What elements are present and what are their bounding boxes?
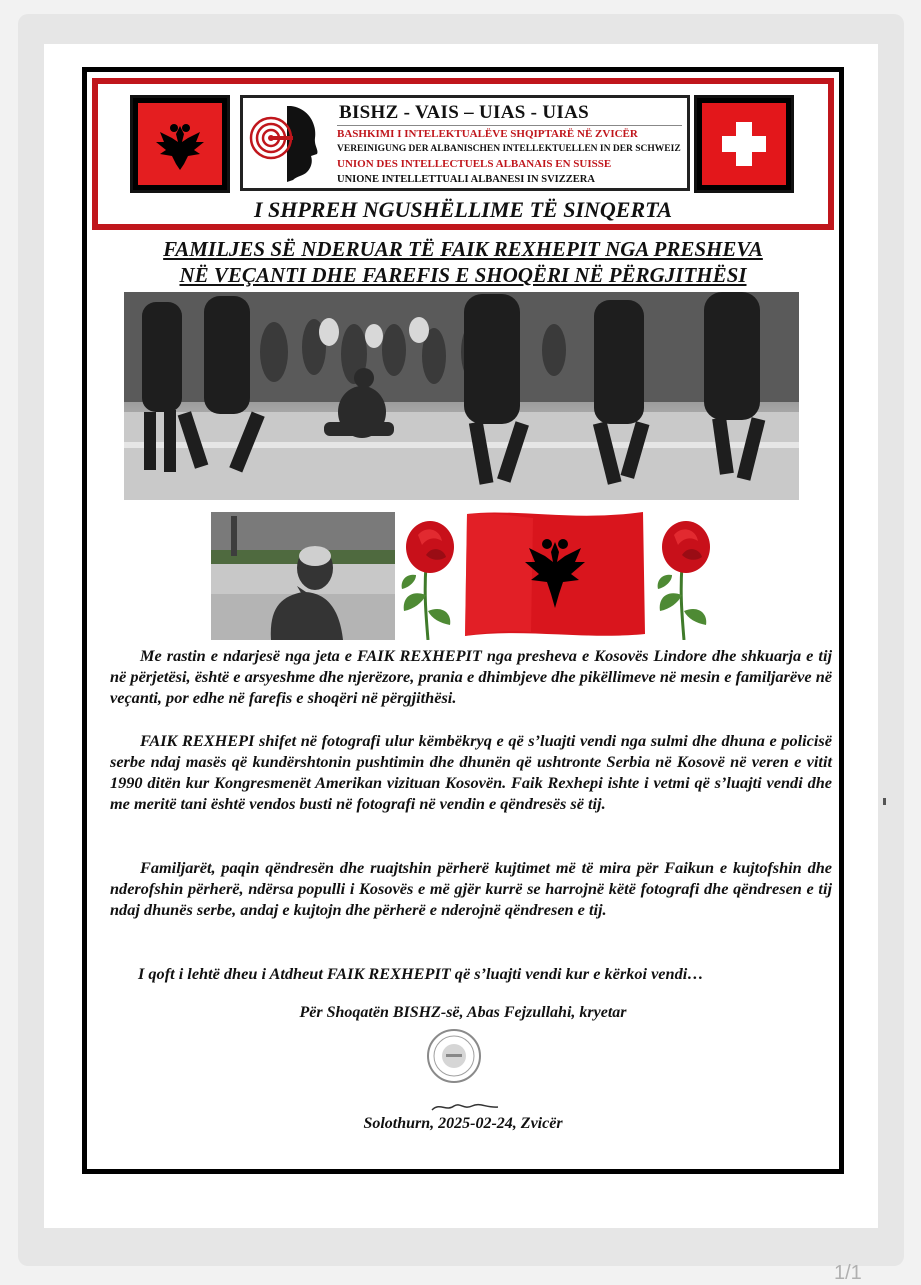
organization-title: BISHZ - VAIS – UIAS - UIAS [339,102,589,123]
albania-flag-field [138,103,222,185]
banner-rule [337,125,682,126]
org-name-albanian: BASHKIMI I INTELEKTUALËVE SHQIPTARË NË ZVICËR [337,128,638,140]
waving-albania-flag-icon [463,508,648,640]
organization-logo-icon [247,102,321,184]
condolence-heading: I SHPREH NGUSHËLLIME TË SINQERTA [253,197,673,222]
bust-memorial-photo [211,512,395,640]
double-headed-eagle-icon [148,112,212,176]
family-heading [86,236,840,288]
org-name-french: UNION DES INTELLECTUELS ALBANAIS EN SUISSE [337,158,612,170]
body-paragraph-2: FAIK REXHEPI shifet në fotografi ulur këmbëkryq e që s’luajti vendi nga sulmi dhe dhuna e policisë serbe ndaj masës që kundërshtonin pushtimin dhe dhunën që ushtronte Serbia në Kosovë në veren e vitit 1990 ditën kur Kongresmenët Amerikan vizituan Kosovën. Faik Rexhepi ishte i vetmi që s’luajti vendi dhe me meritë tani është vendos busti në fotografi në vendin e qëndresës së tij. [110,731,832,813]
page-indicator: 1/1 [834,1262,862,1284]
swiss-cross-icon [716,116,772,172]
swiss-flag [694,95,794,193]
historic-protest-photo [124,292,799,500]
org-name-italian: UNIONE INTELLETTUALI ALBANESI IN SVIZZERA [337,174,595,185]
organization-seal-stamp [426,1028,482,1084]
albania-flag [130,95,230,193]
body-paragraph-4: I qoft i lehtë dheu i Atdheut FAIK REXHEPIT që s’luajti vendi kur e kërkoi vendi… [138,964,704,983]
handwritten-signature [430,1098,500,1114]
protest-scene-illustration [124,292,799,500]
family-heading-line-1: FAMILJES SË NDERUAR TË FAIK REXHEPIT NGA PRESHEVA [163,237,763,261]
swiss-flag-field [702,103,786,185]
bust-statue-illustration [211,512,395,640]
body-paragraph-1: Me rastin e ndarjesë nga jeta e FAIK REXHEPIT nga presheva e Kosovës Lindore dhe shkuarja e tij në përjetësi, është e arsyeshme dhe njerëzore, prania e dhimbjeve dhe pikëllimeve në mesin e familjarëve në veçanti, por edhe në farefis e shoqëri në përgjithësi. [110,646,832,707]
org-name-german: VEREINIGUNG DER ALBANISCHEN INTELLEKTUELLEN IN DER SCHWEIZ [337,144,681,154]
scan-speck [883,798,886,805]
red-rose-left-icon [396,515,458,640]
organization-banner [240,95,690,191]
signature-line: Për Shoqatën BISHZ-së, Abas Fejzullahi, kryetar [299,1004,627,1021]
place-and-date: Solothurn, 2025-02-24, Zvicër [363,1115,563,1132]
body-paragraph-3: Familjarët, paqin qëndresën dhe ruajtshin përherë kujtimet më të mira për Faikun e kujtofshin dhe nderofshin përherë, ndërsa populli i Kosovës e më gjër kurrë se harrojnë këtë fotografi dhe qëndresen e tij ndaj dhunës serbe, andaj e kujtojn dhe përherë e nderojnë qëndresen e tij. [110,858,832,919]
red-rose-right-icon [652,515,714,640]
family-heading-line-2: NË VEÇANTI DHE FAREFIS E SHOQËRI NË PËRGJITHËSI [179,263,747,287]
